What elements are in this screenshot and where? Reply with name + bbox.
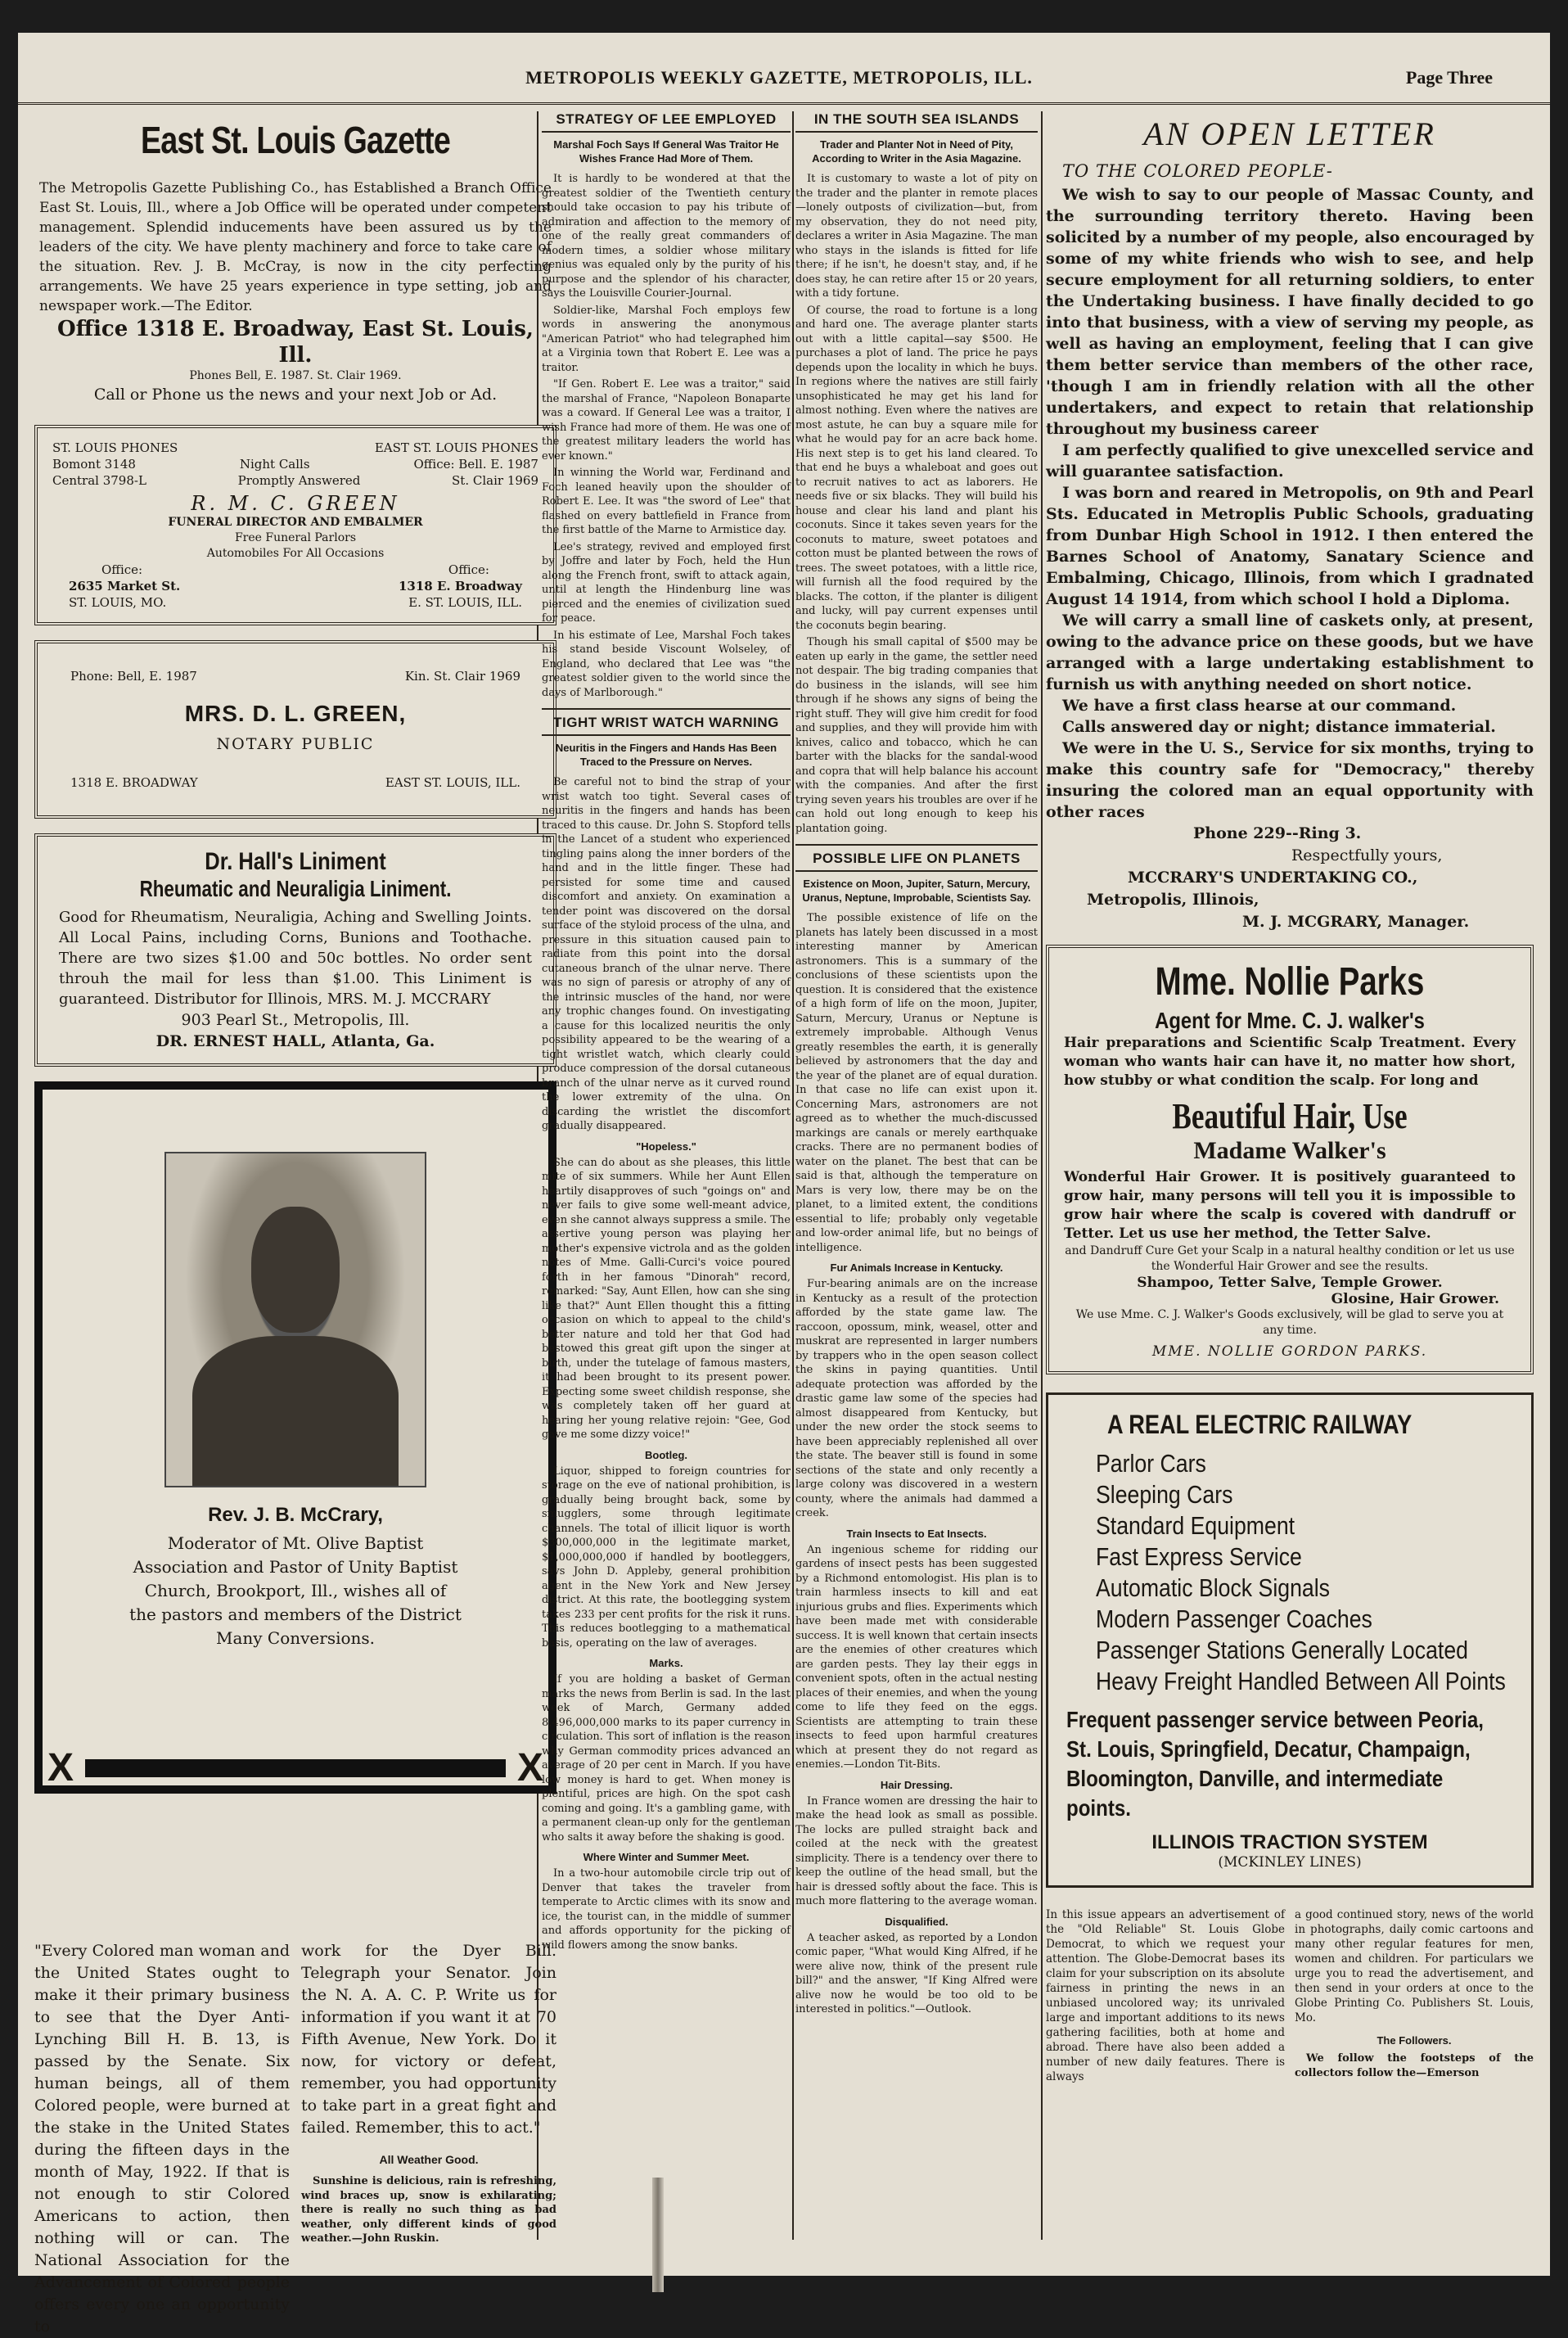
southsea-paragraph: Though his small capital of $500 may be eaten up early in the game, the settler need not despair. The big trading companies that do business in the islands, will see him through if he shows any signs of being the right stuff. They will give him credit for food and supplies, and they will provide him with knives, calico and tobacco, which he can barter with the blacks for the sandal-wood and copra that will help balance his account with the companies. And after the first trying seven years his troubles are over if he can hold out long enough to keep his plantation going. xyxy=(795,636,1038,835)
open-letter-title: AN OPEN LETTER xyxy=(1143,115,1436,152)
planets-deck: Existence on Moon, Jupiter, Saturn, Mercury, Uranus, Neptune, Improbable, Scientists Say. xyxy=(802,878,1031,904)
office-address: 2635 Market St. xyxy=(69,579,181,594)
column-ads-left xyxy=(34,111,556,1937)
southsea-headline: IN THE SOUTH SEA ISLANDS xyxy=(795,111,1038,133)
globe-text: a good continued story, news of the world in photographs, daily comic cartoons and many other regular features for men, women and children. For particulars we urge you to read the advertisement, and then send in your orders at once to the Globe Printing Co. Publishers St. Louis, Mo. xyxy=(1295,1908,1534,2024)
parks-products: Shampoo, Tetter Salve, Temple Grower. xyxy=(1137,1275,1443,1291)
gazette-title: East St. Louis Gazette xyxy=(140,119,451,161)
notary-role: NOTARY PUBLIC xyxy=(216,735,375,753)
green-funeral-ad xyxy=(34,425,556,625)
letter-city: Metropolis, Illinois, xyxy=(1087,891,1259,909)
liniment-maker: DR. ERNEST HALL, Atlanta, Ga. xyxy=(155,1032,435,1050)
railway-feature: Standard Equipment xyxy=(1096,1511,1295,1540)
open-letter xyxy=(1046,115,1534,933)
gazette-phones: Phones Bell, E. 1987. St. Clair 1969. xyxy=(189,369,402,382)
watch-headline: TIGHT WRIST WATCH WARNING xyxy=(542,708,791,736)
watch-paragraph: Be careful not to bind the strap of your wrist watch too tight. Several cases of neuritis in the fingers and hands has been traced to this cause. Dr. John S. Stopford tells in the Lancet of a student who experienced tingling pains along the inner borders of the hand and in the little finger. These had persisted for some time and caused discomfort and anxiety. On examination a tender point was discovered on the dorsal surface of the styloid process of the ulna, and pressure in this situation caused pain to radiate from this point into the dorsal cutaneous branch of the ulnar nerve. There was no sign of paresis or atrophy of any of the intrinsic muscles of the hand, nor were any trophic changes found. On investigating a cause for this localized neuritis the only possibility appeared to be the wearing of a tight wristlet watch, which clearly could produce compression of the dorsal cutaneous branch of the ulnar nerve as it curved round the lower extremity of the ulna. On discarding the wristlet the discomfort gradually disappeared. xyxy=(542,776,791,1132)
masthead xyxy=(18,56,1550,105)
gazette-call: Call or Phone us the news and your next Job or Ad. xyxy=(93,386,498,404)
newspaper-page xyxy=(18,33,1550,2336)
watch-deck: Neuritis in the Fingers and Hands Has Been Traced to the Pressure on Nerves. xyxy=(555,742,777,768)
lee-paragraph: It is hardly to be wondered at that the greatest soldier of the Twentieth century should take occasion to pay his tribute of admiration and affection to the memory of one of the really great commanders of modern times, a soldier whose military genius was equaled only by the purity of his purpose and the splendor of his character, says the Louisville Courier-Journal. xyxy=(542,173,791,300)
parks-madame: Madame Walker's xyxy=(1193,1137,1386,1164)
marks-headline: Marks. xyxy=(649,1657,683,1669)
night-calls: Night Calls xyxy=(239,457,310,472)
page-number: Page Three xyxy=(1405,67,1493,88)
hairdress-paragraph: In France women are dressing the hair to make the head look as small as possible. The locks are pulled straight back and coiled at the neck with the greatest simplicity. There is a tendency over there to keep the outline of the head small, but the hair is dressed softly about the face. This is much more flattering to the average woman. xyxy=(795,1794,1038,1907)
railway-lines: (MCKINLEY LINES) xyxy=(1218,1854,1362,1871)
office-label: Office: xyxy=(101,562,143,577)
office-city: E. ST. LOUIS, ILL. xyxy=(408,595,522,610)
parks-title: Mme. Nollie Parks xyxy=(1155,960,1425,1004)
railway-feature: Passenger Stations Generally Located xyxy=(1096,1636,1468,1664)
alfred-paragraph: A teacher asked, as reported by a London comic paper, "What would King Alfred, if he were alive now, think of the present rule bill?" and the answer, "If King Alfred were alive now he would be too old to be interested in politics."—Outlook. xyxy=(795,1931,1038,2015)
letter-manager: M. J. MCGRARY, Manager. xyxy=(1242,913,1470,931)
office-city: ST. LOUIS, MO. xyxy=(69,595,167,610)
letter-paragraph: I was born and reared in Metropolis, on 9th and Pearl Sts. Educated in Metroplis Public Schools, graduating from Dunbar High School in 1912. I then entered the Barnes School of Anatomy, Sanatary Science and Embalming, Chicago, Illinois, from which I gradnated August 14 1914, from which school I hold a Diploma. xyxy=(1046,484,1534,608)
insects-paragraph: An ingenious scheme for ridding our gardens of insect pests has been suggested by a Richmond entomologist. His plan is to train harmless insects to kill and eat injurious grubs and flies. Experiments which have been made met with considerable success. It is well known that certain insects are the enemies of other creatures which are garden pests. They lay their eggs in convenient spots, often in the actual nesting places of their enemies, and when the young come to life they feed on the eggs. Scientists are attempting to train these insects to feed upon harmful creatures which at present they do not regard as enemies.—London Tit-Bits. xyxy=(795,1543,1038,1771)
lee-headline: STRATEGY OF LEE EMPLOYED xyxy=(542,111,791,133)
letter-paragraph: We wish to say to our people of Massac County, and the surrounding territory thereto. Having been solicited by a number of my people, also encouraged by some of my white friends who wish to see, and help secure employment for all returning soldiers, to enter the Undertaking business. I have finally decided to go into that business, with a view of serving my people, as well as having an employment, feeling that I can give them better service than members of the other race, 'though I am in friendly relation with all the other undertakers, and expect to retain that relationship throughout my business career xyxy=(1046,186,1534,438)
notary-phone: Phone: Bell, E. 1987 xyxy=(70,669,197,684)
hopeless-paragraph: She can do about as she pleases, this little mite of six summers. While her Aunt Ellen heartily disapproves of such "goings on" and never fails to give some well-meant advice, even she cannot always suppress a smile. The assertive young person was playing her mother's expensive victrola and as the golden notes of Mme. Galli-Curci's voice poured forth in her famous "Dinorah" record, remarked: "Say, Aunt Ellen, how can she sing like that?" Aunt Ellen thought this a fitting occasion on which to appeal to the child's better nature and told her that God had bestowed this great gift upon the singer at birth, under the tutelage of famous masters, it had been brought to its present power. Expecting some sweet childish response, she was completely taken off her guard at hearing her young relative rejoin: "Gee, God gave me some dizzy voice!" xyxy=(542,1156,791,1441)
mccrary-memorial xyxy=(34,1081,556,1794)
letter-firm: MCCRARY'S UNDERTAKING CO., xyxy=(1128,869,1418,887)
phone-line: Office: Bell. E. 1987 xyxy=(413,457,538,472)
globe-notice xyxy=(1046,1907,1534,2218)
mccrary-name: Rev. J. B. McCrary, xyxy=(208,1504,383,1526)
mourning-bar xyxy=(85,1759,506,1777)
liniment-title: Dr. Hall's Liniment xyxy=(205,848,386,875)
southsea-deck: Trader and Planter Not in Need of Pity, According to Writer in the Asia Magazine. xyxy=(812,138,1021,165)
letter-paragraph: I am perfectly qualified to give unexcelled service and will guarantee satisfaction. xyxy=(1046,441,1534,481)
hairdress-headline: Hair Dressing. xyxy=(880,1778,953,1791)
liniment-body: Good for Rheumatism, Neuraligia, Aching and Swelling Joints. All Local Pains, including Corns, Bunions and Toothache. There are two sizes $1.00 and 50c bottles. No order sent throuh the mail for less than $1.00. This Liniment is guaranteed. Distributor for Illinois, MRS. M. J. MCCRARY xyxy=(59,909,532,1008)
liniment-address: 903 Pearl St., Metropolis, Ill. xyxy=(181,1011,410,1029)
railway-feature: Sleeping Cars xyxy=(1096,1480,1233,1509)
lee-paragraph: Soldier-like, Marshal Foch employs few words in answering the anonymous "American Patriot" who had telegraphed him at a Virginia town that Robert E. Lee was a traitor. xyxy=(542,304,791,374)
x-mark-right: X xyxy=(516,1746,543,1790)
liniment-subtitle: Rheumatic and Neuraligia Liniment. xyxy=(139,876,452,901)
marks-paragraph: If you are holding a basket of German marks the news from Berlin is sad. In the last week of March, Germany added 8,496,000,000 marks to its paper currency in circulation. This sort of inflation is the reason why German commodity prices advanced an average of 20 per cent in March. If you have low money is hard to get. When money is plentiful, prices are high. On the spot cash coming and going. It's a gambling game, with a permanent clean-up only for the gentleman who salts it away before the shaking is good. xyxy=(542,1673,791,1844)
railway-feature: Modern Passenger Coaches xyxy=(1096,1605,1372,1633)
hopeless-headline: "Hopeless." xyxy=(636,1140,696,1153)
notary-name: MRS. D. L. GREEN, xyxy=(184,701,407,726)
gazette-notice xyxy=(34,118,556,405)
insects-headline: Train Insects to Eat Insects. xyxy=(846,1527,987,1540)
parks-glosine: Glosine, Hair Grower. xyxy=(1331,1291,1499,1307)
railway-ad xyxy=(1046,1392,1534,1888)
funeral-director-name: R. M. C. GREEN xyxy=(191,492,400,515)
winter-headline: Where Winter and Summer Meet. xyxy=(583,1851,750,1863)
weather-text: Sunshine is delicious, rain is refreshing, wind braces up, snow is exhilarating; there is really no such thing as bad weather, only different kinds of good weather.—John Ruskin. xyxy=(301,2175,556,2245)
notary-city: EAST ST. LOUIS, ILL. xyxy=(385,775,520,790)
lee-paragraph: Lee's strategy, revived and employed first by Joffre and later by Foch, held the Hun along the French front, swift to attack again, until at length the Hindenburg line was pierced and the enemies of civilization sued for peace. xyxy=(542,540,791,625)
followers-headline: The Followers. xyxy=(1377,2034,1452,2047)
planets-paragraph: The possible existence of life on the planets has lately been discussed in a most interesting manner by American astronomers. This is a summary of the conclusions of these scientists upon the question. It is considered that the existence of a high form of life on the moon, Jupiter, Saturn, Mercury, Uranus or Neptune is extremely improbable. Although Venus greatly resembles the earth, it is generally believed by astronomers that the day and the year of the planet are of equal duration. In that case no life can exist upon it. Concerning Mars, astronomers are not agreed as to whether the much-discussed markings are canals or merely earthquake cracks. There are no permanent bodies of water on the planet. The best that can be said is that, although the temperature on Mars is very low, there may be on the planet, to a limited extent, the conditions essential to life; probably only vegetable and low-order animal life, but no beings of intelligence. xyxy=(795,912,1038,1254)
lee-deck: Marshal Foch Says If General Was Traitor He Wishes France Had More of Them. xyxy=(553,138,779,165)
railway-feature: Automatic Block Signals xyxy=(1096,1573,1330,1602)
southsea-paragraph: Of course, the road to fortune is a long and hard one. The average planter starts out with a little capital—say $500. He purchases a plot of land. The price he pays depends upon the locality in which he buys. In regions where the natives are still fairly unsophisticated he may get his land for almost nothing. Even where the natives are most astute, he can buy a square mile for what he would pay for an acre back home. His next step is to get his land cleared. To that end he buys a whaleboat and goes out to recruit natives to act as laborers. He needs five or six blacks. They will build his house and clear his land and plant his coconuts. Since it takes seven years for the coconuts to mature, sweet potatoes and cotton must be planted between the rows of trees. The sweet potatoes, with a little rice, will furnish all the food required by the blacks. The cotton, if the planter is diligent and lucky, will pay current expenses until the coconuts begin bearing. xyxy=(795,304,1038,632)
promptly-answered: Promptly Answered xyxy=(237,473,361,488)
fur-headline: Fur Animals Increase in Kentucky. xyxy=(830,1262,1003,1274)
naacp-col-2 xyxy=(301,1940,556,2245)
globe-col-2 xyxy=(1295,1907,1534,2218)
notary-address: 1318 E. BROADWAY xyxy=(70,775,198,790)
naacp-col-1: "Every Colored man woman and the United States ought to make it their primary business to see that the Dyer Anti-Lynching Bill H. B. 13, is passed by the Senate. Six human beings, all of them Colored people, were burned at the stake in the United States during the fifteen days in the month of May, 1922. If that is not enough to stir Colored Americans to action, then nothing will or can. The National Association for the Advancement of Colored people offers every one an opportunity to xyxy=(34,1942,290,2336)
parks-beautiful-hair: Beautiful Hair, Use xyxy=(1172,1096,1408,1136)
phone-line: St. Clair 1969 xyxy=(452,473,538,488)
fur-paragraph: Fur-bearing animals are on the increase in Kentucky as a result of the protection afforded by the state game law. The raccoon, opossum, mink, weasel, otter and muskrat are represented in larger numbers by trappers who in the open season collect the skins in paying quantities. Until adequate protection was afforded by the drastic game law some of the species had almost disappeared from Kentucky, but under the new order the stock seems to have been appreciably replenished all over the state. The beaver still is found in some sections of the state and only recently a large colony was discovered in a western county, where the animals had dammed a creek. xyxy=(795,1278,1038,1519)
column-ads-right xyxy=(1046,111,1534,1912)
gazette-office: Office 1318 E. Broadway, East St. Louis, Ill. xyxy=(57,317,534,368)
planets-headline: POSSIBLE LIFE ON PLANETS xyxy=(795,844,1038,872)
mccrary-portrait xyxy=(164,1152,426,1487)
parks-agent: Agent for Mme. C. J. walker's xyxy=(1155,1008,1425,1033)
letter-closing: Respectfully yours, xyxy=(1291,846,1443,864)
st-louis-phones-head: ST. LOUIS PHONES xyxy=(52,440,178,455)
x-mark-left: X xyxy=(47,1746,74,1790)
parks-intro: Hair preparations and Scientific Scalp Treatment. Every woman who wants hair can have it, no matter how short, how stubby or what condition the scalp. For long and xyxy=(1064,1035,1516,1089)
winter-paragraph: In a two-hour automobile circle trip out of Denver that takes the traveler from temperate to Arctic climes with its snow and ice, the tourist can, in the middle of summer and affords opportunity for the picking of wild flowers among the snow banks. xyxy=(542,1867,791,1952)
column-rule xyxy=(1041,111,1043,2240)
letter-paragraph: We have a first class hearse at our command. xyxy=(1062,697,1457,715)
parks-dandruff: and Dandruff Cure Get your Scalp in a natural healthy condition or let us use the Wonderful Hair Grower and see the results. xyxy=(1065,1244,1515,1273)
globe-col-1: In this issue appears an advertisement of the "Old Reliable" St. Louis Globe Democrat, to which we request your attention. The Globe-Democrat bases its claim for your subscription on its absolute fairness in printing the news in an unbiased uncolored way; its unrivaled large and important additions to its news gathering facilities, both at home and abroad. There have also been added a number of new daily features. There is always xyxy=(1046,1908,1285,2083)
parks-grower: Wonderful Hair Grower. It is positively guaranteed to grow hair, many persons will tell you it is impossible to grow hair where the scalp is covered with dandruff or Tetter. Let us use her method, the Tetter Salve. xyxy=(1064,1169,1516,1242)
automobiles: Automobiles For All Occasions xyxy=(206,547,385,560)
office-address: 1318 E. Broadway xyxy=(399,579,522,594)
funeral-role: FUNERAL DIRECTOR AND EMBALMER xyxy=(168,516,423,529)
lee-paragraph: In his estimate of Lee, Marshal Foch takes his stand beside Viscount Wolseley, of England, who declared that Lee was "the greatest soldier given to the world since the days of Marlborough." xyxy=(542,629,791,699)
column-rule xyxy=(792,111,794,2240)
free-parlors: Free Funeral Parlors xyxy=(234,531,357,544)
railway-feature: Parlor Cars xyxy=(1096,1449,1206,1478)
notary-ad xyxy=(34,640,556,819)
alfred-headline: Disqualified. xyxy=(885,1915,948,1928)
liniment-ad xyxy=(34,833,556,1067)
letter-paragraph: Calls answered day or night; distance immaterial. xyxy=(1062,718,1496,736)
office-label: Office: xyxy=(448,562,489,577)
open-letter-salutation: TO THE COLORED PEOPLE- xyxy=(1062,161,1333,181)
railway-title: A REAL ELECTRIC RAILWAY xyxy=(1107,1410,1413,1439)
letter-paragraph: We will carry a small line of caskets only, at present, owing to the advance price on these goods, but we have arranged with a large undertaking establishment to furnish us with anything needed on short notice. xyxy=(1046,612,1534,693)
weather-headline: All Weather Good. xyxy=(379,2153,479,2166)
parks-signature: MME. NOLLIE GORDON PARKS. xyxy=(1151,1343,1428,1360)
mccrary-caption: Moderator of Mt. Olive Baptist Association and Pastor of Unity Baptist Church, Brookport, Ill., wishes all of the pastors and members of the District Many Conversions. xyxy=(129,1533,462,1648)
column-news-1 xyxy=(542,111,791,2240)
nollie-parks-ad xyxy=(1046,945,1534,1374)
southsea-paragraph: It is customary to waste a lot of pity on the trader and the planter in remote places—lonely outposts of civilization—but, from my observation, they do not need pity, declares a writer in Asia Magazine. The man who stays in the islands is fitted for life there; if he isn't, he doesn't stay, and, if he does stay, he can retire after 15 or 20 years, with a tidy fortune. xyxy=(795,173,1038,300)
notary-phone: Kin. St. Clair 1969 xyxy=(404,669,520,684)
gazette-body: The Metropolis Gazette Publishing Co., has Established a Branch Office East St. Louis, Ill., where a Job Office will be operated under competent management. Splendid inducements have been assured us by the leaders of the city. We have plenty machinery and force to take care of the situation. Rev. J. B. McCray, is now in the city perfecting arrangements. We have 25 years experience in type setting, job and newspaper work.—The Editor. xyxy=(39,180,552,314)
parks-exclusive: We use Mme. C. J. Walker's Goods exclusively, will be glad to serve you at any time. xyxy=(1075,1308,1504,1337)
lee-paragraph: In winning the World war, Ferdinand and Foch leaned heavily upon the shoulder of Robert E. Lee. It was "the sword of Lee" that flashed on every battlefield in France from the first battle of the Marne to Armistice day. xyxy=(542,467,791,536)
bootleg-paragraph: Liquor, shipped to foreign countries for storage on the eve of national prohibition, is gradually being brought back, some by smugglers, some through legitimate channels. The total of illicit liquor is worth $300,000,000 in the legitimate market, $1,000,000,000 if handled by bootleggers, says John D. Appleby, general prohibition agent in the New York and New Jersey district. At this rate, the bootlegging system takes 233 per cent profits for the risk it runs. This reduces bootlegging to a mathematical basis, operating on the law of averages. xyxy=(542,1465,791,1650)
column-news-2 xyxy=(795,111,1038,2240)
naacp-notice xyxy=(34,1940,556,2336)
bootleg-headline: Bootleg. xyxy=(645,1448,687,1461)
naacp-text: work for the Dyer Bill. Telegraph your Senator. Join the N. A. A. C. P. Write us for information if you want it at 70 Fifth Avenue, New York. Do it now, for victory or defeat, remember, you had opportunity to take part in a great fight and failed. Remember, this to act." xyxy=(301,1942,556,2137)
east-st-louis-phones-head: EAST ST. LOUIS PHONES xyxy=(374,440,538,455)
railway-feature: Fast Express Service xyxy=(1096,1542,1302,1571)
phone-line: Central 3798-L xyxy=(52,473,146,488)
paper-name: METROPOLIS WEEKLY GAZETTE, METROPOLIS, ILL. xyxy=(525,67,1033,88)
letter-paragraph: We were in the U. S., Service for six months, trying to make this country safe for "Democracy," thereby insuring the colored man an equal opportunity with other races xyxy=(1046,739,1534,821)
letter-phone: Phone 229--Ring 3. xyxy=(1193,824,1362,842)
railway-feature: Heavy Freight Handled Between All Points xyxy=(1096,1667,1506,1695)
followers-text: We follow the footsteps of the collectors follow the—Emerson xyxy=(1295,2052,1534,2079)
phone-line: Bomont 3148 xyxy=(52,457,136,472)
lee-paragraph: "If Gen. Robert E. Lee was a traitor," said the marshal of France, "Napoleon Bonaparte was a coward. If General Lee was a traitor, I wish France had more of them. He was one of the greatest military leaders the world has ever known." xyxy=(542,378,791,463)
paper-fold-damage xyxy=(652,2178,664,2292)
railway-service: Frequent passenger service between Peoria, St. Louis, Springfield, Decatur, Champaign, Bloomington, Danville, and intermediate points. xyxy=(1066,1707,1484,1821)
railway-system: ILLINOIS TRACTION SYSTEM xyxy=(1151,1831,1428,1853)
